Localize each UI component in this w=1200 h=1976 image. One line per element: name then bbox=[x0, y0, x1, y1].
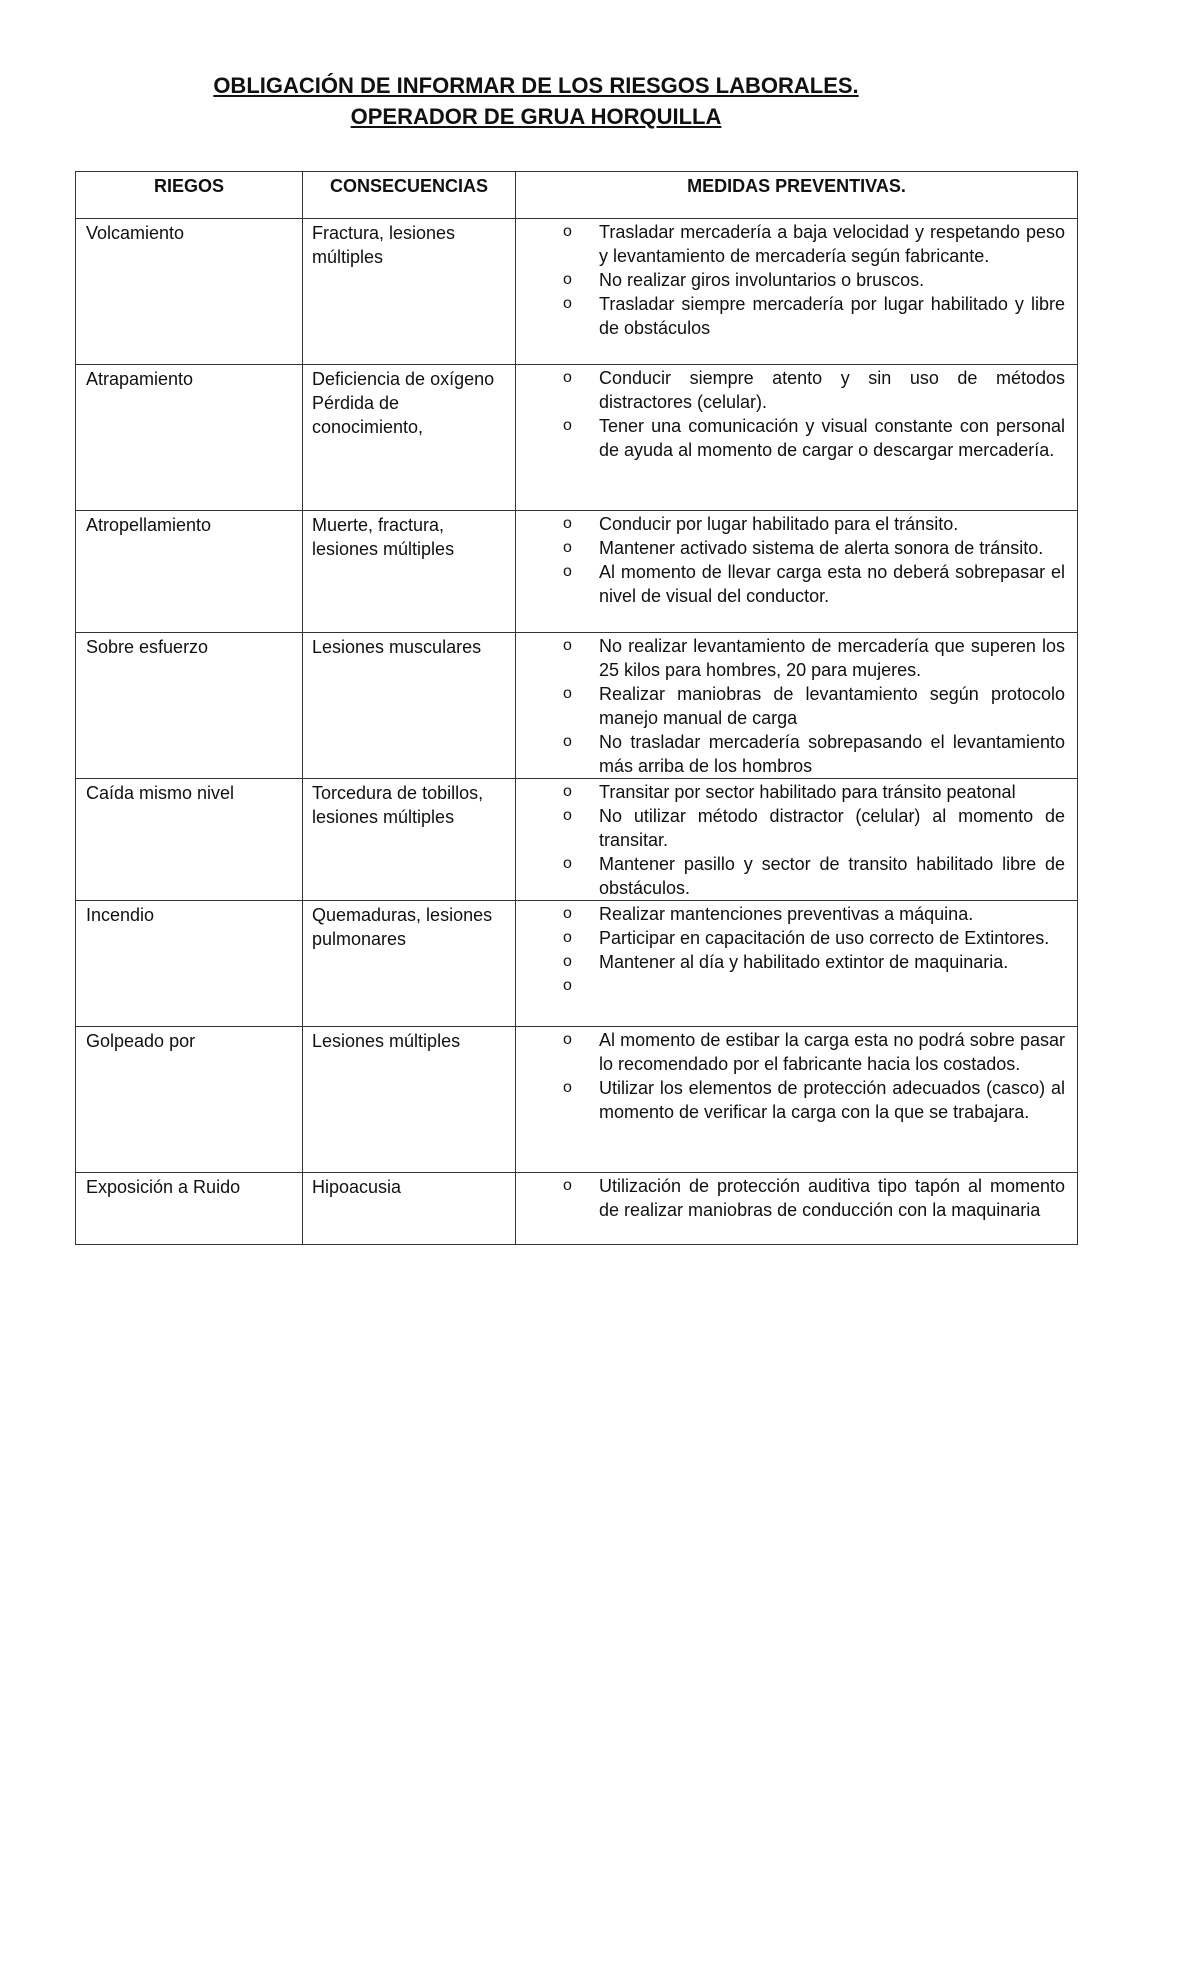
bullet-icon: o bbox=[563, 977, 572, 994]
bullet-icon: o bbox=[563, 515, 572, 532]
medida-item: o Conducir por lugar habilitado para el tránsito. bbox=[563, 514, 959, 534]
bullet-icon: o bbox=[563, 417, 572, 434]
riesgo-cell bbox=[76, 1027, 303, 1173]
medidas-cell bbox=[516, 779, 1078, 901]
riesgo-text: Exposición a Ruido bbox=[86, 1177, 241, 1197]
riesgo-cell bbox=[76, 1173, 303, 1245]
title-line-2: OPERADOR DE GRUA HORQUILLA bbox=[350, 104, 722, 129]
medida-item: o Tener una comunicación y visual constante con personal de ayuda al momento de cargar o descargar mercadería. bbox=[563, 416, 1065, 460]
bullet-icon: o bbox=[563, 807, 572, 824]
riesgo-cell bbox=[76, 901, 303, 1027]
table-row bbox=[76, 1173, 1078, 1245]
medidas-list bbox=[516, 511, 1077, 608]
riesgo-text: Atrapamiento bbox=[86, 369, 194, 389]
medida-item: o Utilizar los elementos de protección adecuados (casco) al momento de verificar la carga con la que se trabajara. bbox=[563, 1078, 1065, 1122]
medida-item bbox=[516, 974, 1065, 998]
risk-table bbox=[75, 171, 1078, 1245]
table-header-row bbox=[76, 172, 1078, 219]
medida-item: o Trasladar siempre mercadería por lugar habilitado y libre de obstáculos bbox=[563, 294, 1065, 338]
consecuencia-cell bbox=[303, 219, 516, 365]
consecuencia-cell bbox=[303, 779, 516, 901]
medidas-list bbox=[516, 219, 1077, 340]
consecuencia-text: Lesiones musculares bbox=[312, 637, 482, 657]
medidas-cell bbox=[516, 219, 1078, 365]
consecuencia-text: Muerte, fractura, lesiones múltiples bbox=[312, 515, 455, 559]
header-riesgos: RIEGOS bbox=[76, 172, 303, 219]
header-medidas: MEDIDAS PREVENTIVAS. bbox=[516, 172, 1078, 219]
medida-item: o Al momento de estibar la carga esta no podrá sobre pasar lo recomendado por el fabricante hacia los costados. bbox=[563, 1030, 1065, 1074]
bullet-icon: o bbox=[563, 929, 572, 946]
bullet-icon: o bbox=[563, 539, 572, 556]
medidas-cell bbox=[516, 365, 1078, 511]
riesgo-text: Volcamiento bbox=[86, 223, 185, 243]
bullet-icon: o bbox=[563, 733, 572, 750]
medida-item: o No utilizar método distractor (celular) al momento de transitar. bbox=[563, 806, 1065, 850]
consecuencia-cell bbox=[303, 1027, 516, 1173]
consecuencia-text: Quemaduras, lesiones pulmonares bbox=[312, 905, 493, 949]
medidas-list bbox=[516, 365, 1077, 462]
medidas-cell bbox=[516, 511, 1078, 633]
bullet-icon: o bbox=[563, 783, 572, 800]
medidas-cell bbox=[516, 633, 1078, 779]
medida-item: o Al momento de llevar carga esta no deberá sobrepasar el nivel de visual del conductor. bbox=[563, 562, 1065, 606]
consecuencia-text: Lesiones múltiples bbox=[312, 1031, 461, 1051]
medidas-cell bbox=[516, 901, 1078, 1027]
bullet-icon: o bbox=[563, 223, 572, 240]
riesgo-cell bbox=[76, 219, 303, 365]
consecuencia-text: Torcedura de tobillos, lesiones múltiples bbox=[312, 783, 484, 827]
header-consecuencias: CONSECUENCIAS bbox=[303, 172, 516, 219]
consecuencia-cell bbox=[303, 633, 516, 779]
riesgo-text: Sobre esfuerzo bbox=[86, 637, 209, 657]
table-row bbox=[76, 511, 1078, 633]
riesgo-text: Golpeado por bbox=[86, 1031, 196, 1051]
medidas-cell bbox=[516, 1173, 1078, 1245]
consecuencia-text: Deficiencia de oxígeno Pérdida de conocimiento, bbox=[312, 369, 495, 437]
bullet-icon: o bbox=[563, 1031, 572, 1048]
table-row bbox=[76, 779, 1078, 901]
riesgo-cell bbox=[76, 633, 303, 779]
medida-item: o No realizar levantamiento de mercadería que superen los 25 kilos para hombres, 20 para mujeres. bbox=[563, 636, 1065, 680]
medida-item: o No trasladar mercadería sobrepasando el levantamiento más arriba de los hombros bbox=[563, 732, 1065, 776]
bullet-icon: o bbox=[563, 905, 572, 922]
table-row bbox=[76, 633, 1078, 779]
riesgo-cell bbox=[76, 779, 303, 901]
title-line-1: OBLIGACIÓN DE INFORMAR DE LOS RIESGOS LABORALES. bbox=[213, 73, 859, 98]
bullet-icon: o bbox=[563, 271, 572, 288]
bullet-icon: o bbox=[563, 1079, 572, 1096]
medida-item: o Realizar mantenciones preventivas a máquina. bbox=[563, 904, 974, 924]
medidas-list bbox=[516, 1027, 1077, 1124]
medidas-list bbox=[516, 1173, 1077, 1222]
medida-item: o Participar en capacitación de uso correcto de Extintores. bbox=[563, 928, 1050, 948]
medida-item: o Trasladar mercadería a baja velocidad y respetando peso y levantamiento de mercadería según fabricante. bbox=[563, 222, 1065, 266]
bullet-icon: o bbox=[563, 855, 572, 872]
bullet-icon: o bbox=[563, 953, 572, 970]
medida-item: o Mantener pasillo y sector de transito habilitado libre de obstáculos. bbox=[563, 854, 1065, 898]
medida-item: o Utilización de protección auditiva tipo tapón al momento de realizar maniobras de conducción con la maquinaria bbox=[563, 1176, 1065, 1220]
medida-item: o Realizar maniobras de levantamiento según protocolo manejo manual de carga bbox=[563, 684, 1065, 728]
medidas-list bbox=[516, 901, 1077, 998]
consecuencia-text: Fractura, lesiones múltiples bbox=[312, 223, 456, 267]
riesgo-cell bbox=[76, 365, 303, 511]
medida-item: o Mantener al día y habilitado extintor de maquinaria. bbox=[563, 952, 1009, 972]
document-title bbox=[0, 70, 1072, 132]
medida-item: o Mantener activado sistema de alerta sonora de tránsito. bbox=[563, 538, 1044, 558]
medidas-list bbox=[516, 779, 1077, 900]
medida-item: o Transitar por sector habilitado para tránsito peatonal bbox=[563, 782, 1016, 802]
bullet-icon: o bbox=[563, 637, 572, 654]
medidas-list bbox=[516, 633, 1077, 778]
bullet-icon: o bbox=[563, 563, 572, 580]
riesgo-text: Caída mismo nivel bbox=[86, 783, 235, 803]
riesgo-text: Incendio bbox=[86, 905, 155, 925]
riesgo-text: Atropellamiento bbox=[86, 515, 212, 535]
bullet-icon: o bbox=[563, 295, 572, 312]
table-row bbox=[76, 365, 1078, 511]
bullet-icon: o bbox=[563, 1177, 572, 1194]
consecuencia-cell bbox=[303, 901, 516, 1027]
bullet-icon: o bbox=[563, 685, 572, 702]
riesgo-cell bbox=[76, 511, 303, 633]
medida-item: o No realizar giros involuntarios o bruscos. bbox=[563, 270, 925, 290]
table-row bbox=[76, 219, 1078, 365]
medida-item: o Conducir siempre atento y sin uso de métodos distractores (celular). bbox=[563, 368, 1065, 412]
bullet-icon: o bbox=[563, 369, 572, 386]
table-row bbox=[76, 1027, 1078, 1173]
consecuencia-cell bbox=[303, 511, 516, 633]
medidas-cell bbox=[516, 1027, 1078, 1173]
table-row bbox=[76, 901, 1078, 1027]
consecuencia-cell bbox=[303, 365, 516, 511]
consecuencia-cell bbox=[303, 1173, 516, 1245]
consecuencia-text: Hipoacusia bbox=[312, 1177, 402, 1197]
